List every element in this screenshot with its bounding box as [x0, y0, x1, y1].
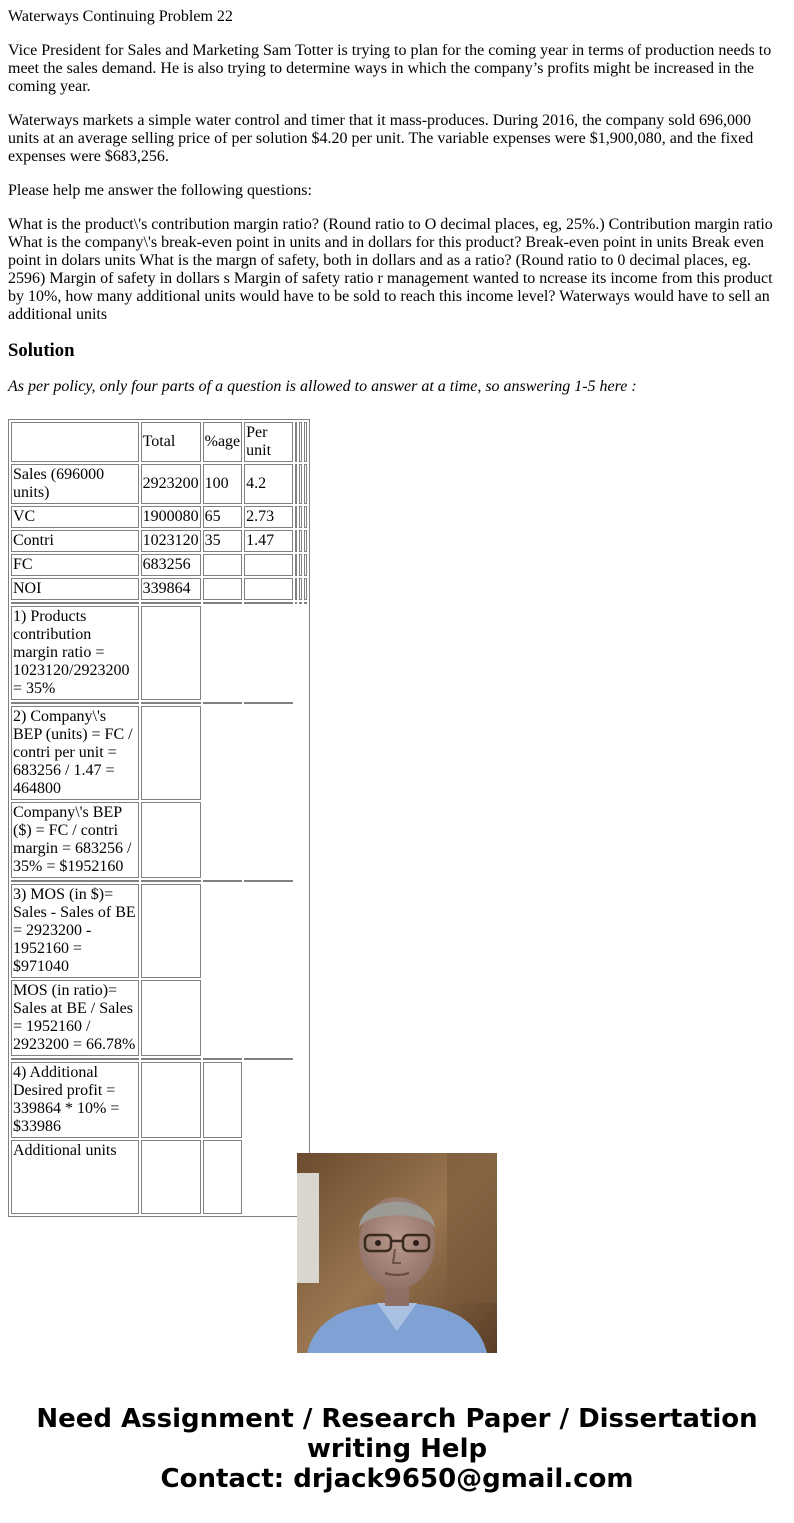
table-answer-row — [11, 980, 307, 1056]
table-cell: NOI — [11, 578, 139, 600]
question-content — [8, 8, 780, 412]
table-cell — [203, 578, 243, 600]
table-empty-cell — [141, 1062, 201, 1138]
table-empty-cell — [299, 422, 302, 462]
solution-heading: Solution — [8, 340, 75, 361]
table-header-cell — [11, 422, 139, 462]
table-cell: VC — [11, 506, 139, 528]
table-cell — [203, 554, 243, 576]
table-empty-cell — [203, 1140, 243, 1214]
avatar-portrait-image — [297, 1153, 497, 1353]
avatar — [297, 1153, 497, 1353]
table-cell — [244, 578, 293, 600]
table-cell: 683256 — [141, 554, 201, 576]
table-empty-cell — [203, 1062, 243, 1138]
table-empty-cell — [295, 602, 298, 604]
table-cell: 35 — [203, 530, 243, 552]
problem-title: Waterways Continuing Problem 22 — [8, 8, 233, 25]
policy-note: As per policy, only four parts of a question is allowed to answer at a time, so answering 1-5 here : — [8, 378, 637, 395]
table-empty-cell — [244, 1058, 293, 1060]
table-empty-cell — [295, 554, 298, 576]
table-empty-cell — [299, 602, 302, 604]
table-spacer-row — [11, 702, 307, 704]
table-empty-cell — [141, 706, 201, 800]
table-empty-cell — [11, 602, 139, 604]
table-empty-cell — [203, 602, 243, 604]
answer-cell: Company\'s BEP ($) = FC / contri margin = 683256 / 35% = $1952160 — [11, 802, 139, 878]
answer-cell: 3) MOS (in $)= Sales - Sales of BE = 2923200 - 1952160 = $971040 — [11, 884, 139, 978]
table-answer-row — [11, 1140, 307, 1214]
table-header-cell: %age — [203, 422, 243, 462]
table-empty-cell — [304, 422, 307, 462]
answer-cell: 4) Additional Desired profit = 339864 * 10% = $33986 — [11, 1062, 139, 1138]
table-empty-cell — [11, 880, 139, 882]
table-cell: Sales (696000 units) — [11, 464, 139, 504]
answer-cell: Additional units — [11, 1140, 139, 1214]
solution-table — [8, 419, 310, 1217]
table-empty-cell — [244, 702, 293, 704]
table-empty-cell — [203, 1058, 243, 1060]
table-empty-cell — [295, 422, 298, 462]
table-empty-cell — [295, 530, 298, 552]
table-row — [11, 506, 307, 528]
table-empty-cell — [299, 578, 302, 600]
table-empty-cell — [299, 530, 302, 552]
table-empty-cell — [141, 602, 201, 604]
table-answer-row — [11, 802, 307, 878]
table-row — [11, 554, 307, 576]
footer-line-help: Need Assignment / Research Paper / Dissertation writing Help — [36, 1404, 758, 1464]
table-cell: 2923200 — [141, 464, 201, 504]
table-empty-cell — [141, 1140, 201, 1214]
table-empty-cell — [141, 702, 201, 704]
table-spacer-row — [11, 1058, 307, 1060]
table-answer-row — [11, 606, 307, 700]
table-header-row — [11, 422, 307, 462]
table-empty-cell — [203, 880, 243, 882]
table-cell: FC — [11, 554, 139, 576]
table-empty-cell — [295, 578, 298, 600]
table-empty-cell — [141, 884, 201, 978]
table-empty-cell — [304, 578, 307, 600]
table-empty-cell — [141, 980, 201, 1056]
question-paragraph-2: Waterways markets a simple water control and timer that it mass-produces. During 2016, the company sold 696,000 units at an average selling price of per solution $4.20 per unit. The variable expenses were $1,900,080, and the fixed expenses were $683,256. — [8, 112, 754, 165]
table-empty-cell — [141, 606, 201, 700]
table-empty-cell — [299, 554, 302, 576]
answer-cell: MOS (in ratio)= Sales at BE / Sales = 1952160 / 2923200 = 66.78% — [11, 980, 139, 1056]
table-row — [11, 578, 307, 600]
table-cell: 4.2 — [244, 464, 293, 504]
question-paragraph-4: What is the product\'s contribution margin ratio? (Round ratio to O decimal places, eg, 25%.) Contribution margin ratio What is the company\'s break-even point in units and in dollars for this product? Break-even point in units Break even point in dolars units What is the margn of safety, both in dollars and as a ratio? (Round ratio to 0 decimal places, eg. 2596) Margin of safety in dollars s Margin of safety ratio r management wanted to ncrease its income from this product by 10%, how many additional units would have to be sold to reach this income level? Waterways would have to sell an additional units — [8, 216, 773, 323]
table-empty-cell — [295, 506, 298, 528]
table-empty-cell — [244, 880, 293, 882]
table-cell: 339864 — [141, 578, 201, 600]
table-empty-cell — [304, 530, 307, 552]
table-empty-cell — [299, 506, 302, 528]
table-cell: 1.47 — [244, 530, 293, 552]
table-cell: Contri — [11, 530, 139, 552]
solution-table-container — [8, 419, 310, 1159]
table-row — [11, 464, 307, 504]
table-empty-cell — [304, 554, 307, 576]
answer-cell: 1) Products contribution margin ratio = 1023120/2923200 = 35% — [11, 606, 139, 700]
table-header-cell: Total — [141, 422, 201, 462]
table-empty-cell — [299, 464, 302, 504]
table-empty-cell — [203, 702, 243, 704]
table-cell: 65 — [203, 506, 243, 528]
question-paragraph-3: Please help me answer the following questions: — [8, 182, 312, 199]
table-empty-cell — [141, 880, 201, 882]
table-cell — [244, 554, 293, 576]
table-spacer-row — [11, 602, 307, 604]
table-cell: 1023120 — [141, 530, 201, 552]
table-answer-row — [11, 706, 307, 800]
table-empty-cell — [11, 1058, 139, 1060]
table-empty-cell — [141, 1058, 201, 1060]
table-cell: 2.73 — [244, 506, 293, 528]
table-empty-cell — [304, 464, 307, 504]
table-header-cell: Per unit — [244, 422, 293, 462]
table-row — [11, 530, 307, 552]
table-empty-cell — [11, 702, 139, 704]
answer-cell: 2) Company\'s BEP (units) = FC / contri per unit = 683256 / 1.47 = 464800 — [11, 706, 139, 800]
table-empty-cell — [295, 464, 298, 504]
table-cell: 1900080 — [141, 506, 201, 528]
table-cell: 100 — [203, 464, 243, 504]
table-empty-cell — [141, 802, 201, 878]
table-empty-cell — [244, 602, 293, 604]
table-answer-row — [11, 1062, 307, 1138]
table-empty-cell — [304, 506, 307, 528]
table-empty-cell — [304, 602, 307, 604]
question-paragraph-1: Vice President for Sales and Marketing Sam Totter is trying to plan for the coming year in terms of production needs to meet the sales demand. He is also trying to determine ways in which the company’s profits might be increased in the coming year. — [8, 42, 772, 95]
footer-banner — [0, 1404, 794, 1494]
table-answer-row — [11, 884, 307, 978]
table-spacer-row — [11, 880, 307, 882]
footer-line-contact: Contact: drjack9650@gmail.com — [160, 1464, 634, 1494]
